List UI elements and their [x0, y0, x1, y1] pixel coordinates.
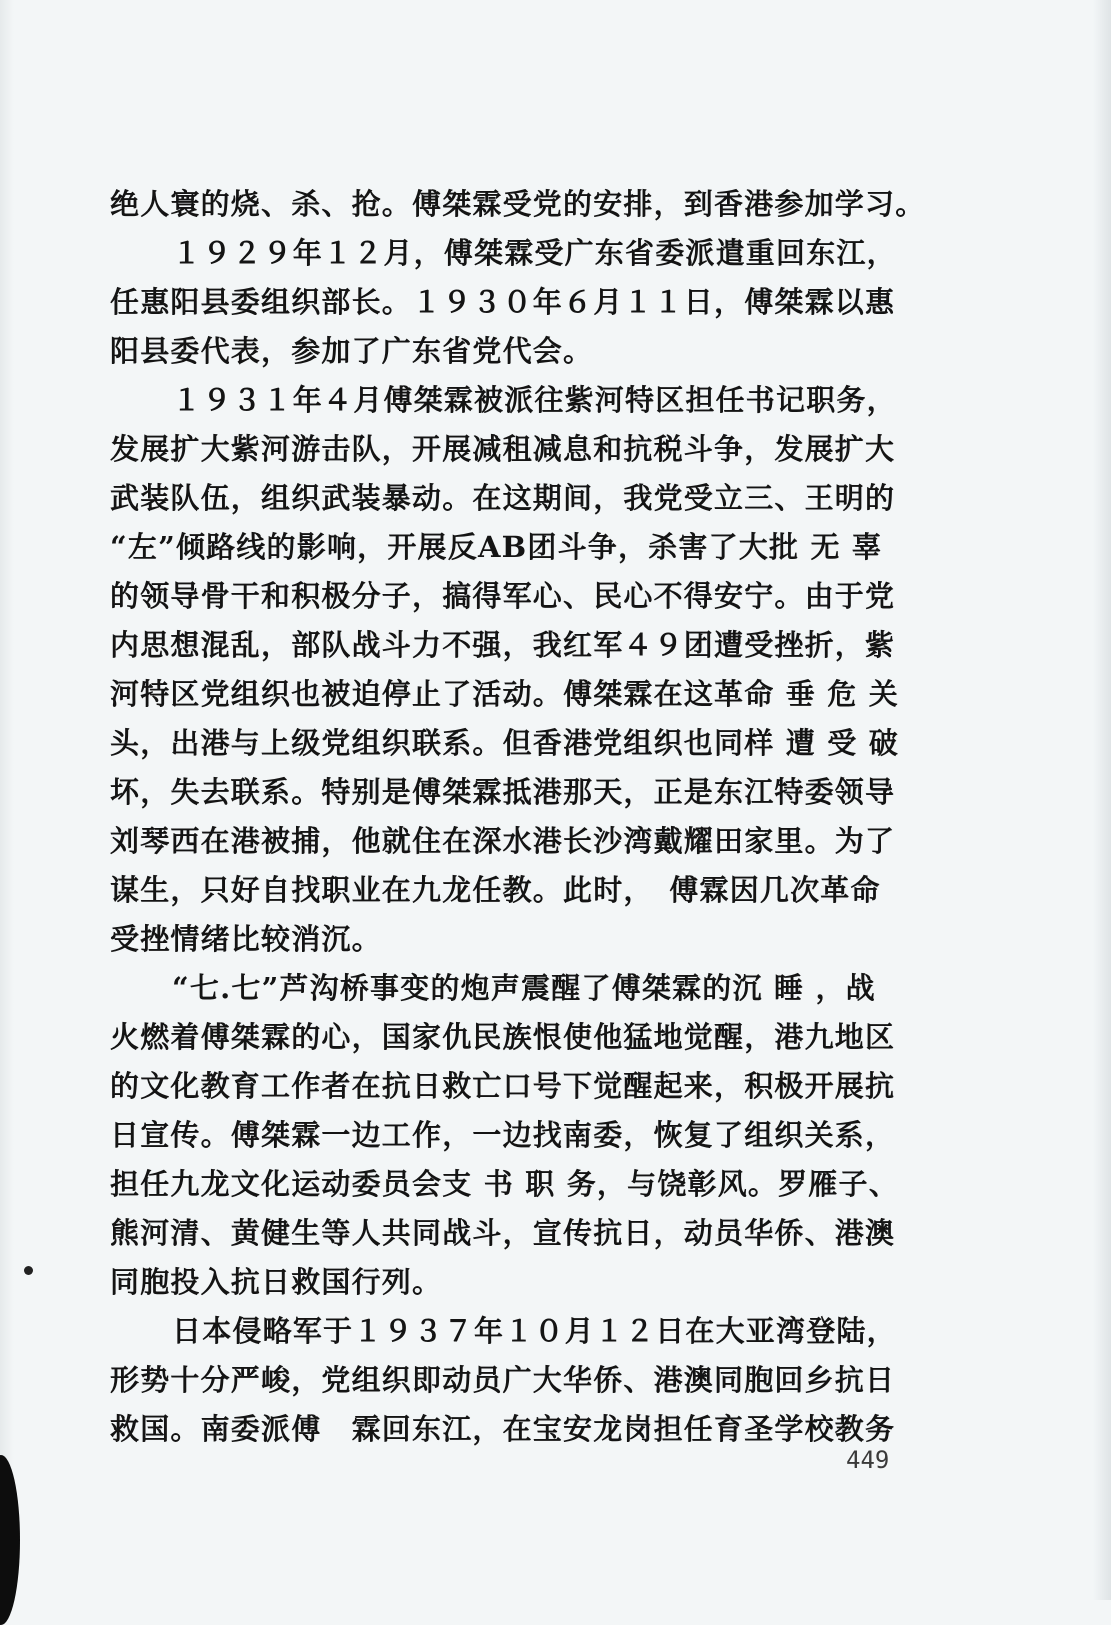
- text-line: 刘琴西在港被捕，他就住在深水港长沙湾戴耀田家里。为了: [110, 824, 896, 858]
- text-line: 任惠阳县委组织部长。１９３０年６月１１日，傅桀霖以惠: [110, 285, 896, 319]
- page-edge-right: [1093, 0, 1111, 1600]
- text-line: 阳县委代表，参加了广东省党代会。: [110, 334, 594, 368]
- paragraph-start-line: “七.七”芦沟桥事变的炮声震醒了傅桀霖的沉 睡 ，战: [172, 971, 876, 1005]
- paragraph-start-line: 日本侵略军于１９３７年１０月１２日在大亚湾登陆，: [172, 1314, 897, 1348]
- page-edge-left: [0, 0, 14, 1600]
- text-line: 的领导骨干和积极分子，搞得军心、民心不得安宁。由于党: [110, 579, 896, 613]
- text-line: 日宣传。傅桀霖一边工作，一边找南委，恢复了组织关系，: [110, 1118, 896, 1152]
- text-line: 形势十分严峻，党组织即动员广大华侨、港澳同胞回乡抗日: [110, 1363, 896, 1397]
- text-line: 救国。南委派傅 霖回东江，在宝安龙岗担任育圣学校教务: [110, 1412, 896, 1446]
- text-line: 受挫情绪比较消沉。: [110, 922, 382, 956]
- text-line: 头，出港与上级党组织联系。但香港党组织也同样 遭 受 破: [110, 726, 899, 760]
- text-line: 发展扩大紫河游击队，开展减租减息和抗税斗争，发展扩大: [110, 432, 896, 466]
- text-line: 内思想混乱，部队战斗力不强，我红军４９团遭受挫折，紫: [110, 628, 896, 662]
- paragraph-start-line: １９２９年１２月，傅桀霖受广东省委派遣重回东江，: [172, 236, 897, 270]
- page-number: 449: [846, 1446, 890, 1474]
- text-line: “左”倾路线的影响，开展反AB团斗争，杀害了大批 无 辜: [110, 530, 883, 564]
- text-line: 火燃着傅桀霖的心，国家仇民族恨使他猛地觉醒，港九地区: [110, 1020, 896, 1054]
- text-line: 的文化教育工作者在抗日救亡口号下觉醒起来，积极开展抗: [110, 1069, 896, 1103]
- text-line: 熊河清、黄健生等人共同战斗，宣传抗日，动员华侨、港澳: [110, 1216, 896, 1250]
- text-line: 同胞投入抗日救国行列。: [110, 1265, 443, 1299]
- scan-speck: [24, 1266, 33, 1275]
- text-line: 武装队伍，组织武装暴动。在这期间，我党受立三、王明的: [110, 481, 896, 515]
- text-line: 坏，失去联系。特别是傅桀霖抵港那天，正是东江特委领导: [110, 775, 896, 809]
- text-line: 谋生，只好自找职业在九龙任教。此时， 傅霖因几次革命: [110, 873, 881, 907]
- text-line: 担任九龙文化运动委员会支 书 职 务，与饶彰风。罗雁子、: [110, 1167, 899, 1201]
- paragraph-start-line: １９３１年４月傅桀霖被派往紫河特区担任书记职务，: [172, 383, 897, 417]
- body-text: [110, 180, 970, 1454]
- text-line: 河特区党组织也被迫停止了活动。傅桀霖在这革命 垂 危 关: [110, 677, 899, 711]
- text-line: 绝人寰的烧、杀、抢。傅桀霖受党的安排，到香港参加学习。: [110, 187, 926, 221]
